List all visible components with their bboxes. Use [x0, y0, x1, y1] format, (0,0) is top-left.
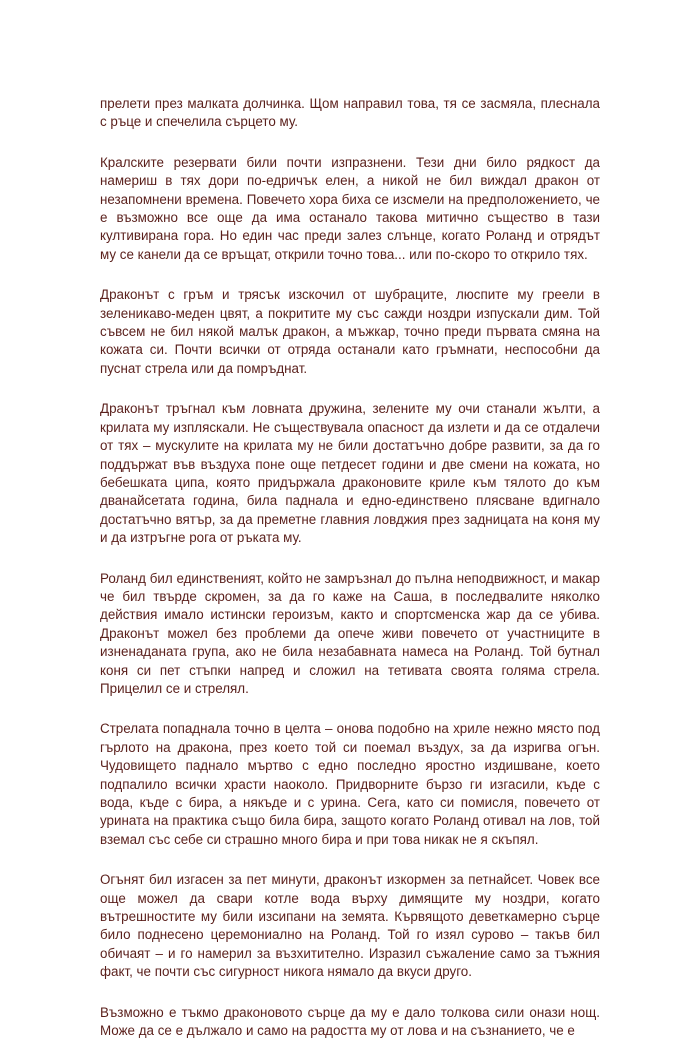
paragraph: Кралските резервати били почти изпразнени. Тези дни било рядкост да намериш в тях дори по-едричък елен, а никой не бил виждал дракон от незапомнени времена. Повечето хора биха се изсмели на предположението, че е възможно все още да има останало такова митично същество в тази култивирана гора. Но един час преди залез слънце, когато Роланд и отрядът му се канели да се връщат, открили точно това... или по-скоро то открило тях.	[100, 154, 600, 262]
paragraph: Драконът с гръм и трясък изскочил от шубраците, люспите му греели в зеленикаво-меден цвят, а покритите му със сажди ноздри изпускали дим. Той съвсем не бил някой малък дракон, а мъжкар, точно преди първата смяна на кожата си. Почти всички от отряда останали като гръмнати, неспособни да пуснат стрела или да помръднат.	[100, 287, 600, 376]
paragraph: Роланд бил единственият, който не замръзнал до пълна неподвижност, и макар че бил твърде скромен, за да го каже на Саша, в последвалите няколко действия имало истински героизъм, както и спортсменска жар да се убива. Драконът можел без проблеми да опече живи повечето от участниците в изненаданата група, ако не била незабавната намеса на Роланд. Той бутнал коня си пет стъпки напред и сложил на тетивата своята голяма стрела. Прицелил се и стрелял.	[100, 570, 600, 696]
paragraph: Драконът тръгнал към ловната дружина, зелените му очи станали жълти, а крилата му изпляскали. Не съществувала опасност да излети и да се отдалечи от тях – мускулите на крилата му не били достатъчно добре развити, за да го поддържат във въздуха поне още петдесет години и две смени на кожата, но бебешката ципа, която придържала драконовите криле към тялото до към дванайсетата година, била паднала и едно-единствено плясване вдигнало достатъчно вятър, за да преметне главния ловджия през задницата на коня му и да изтръгне рога от ръката му.	[100, 401, 600, 546]
paragraph: Огънят бил изгасен за пет минути, драконът изкормен за петнайсет. Човек все още можел да свари котле вода върху димящите му ноздри, когато вътрешностите му били изсипани на земята. Кървящото деветкамерно сърце било поднесено церемониално на Роланд. Той го изял сурово – такъв бил обичаят – и го намерил за възхитително. Изразил съжаление само за тъжния факт, че почти със сигурност никога нямало да вкуси друго.	[100, 872, 600, 980]
paragraph: Стрелата попаднала точно в целта – онова подобно на хриле нежно място под гърлото на дракона, през което той си поемал въздух, за да изригва огън. Чудовището паднало мъртво с едно последно яростно издишване, което подпалило всички храсти наоколо. Придворните бързо ги изгасили, къде с вода, къде с бира, а някъде и с урина. Сега, като си помисля, повечето от урината на практика също била бира, защото когато Роланд отивал на лов, той вземал със себе си страшно много бира и при това никак не я скъпял.	[100, 721, 600, 847]
paragraph: прелети през малката долчинка. Щом направил това, тя се засмяла, плеснала с ръце и спечелила сърцето му.	[100, 96, 600, 130]
paragraph: Възможно е тъкмо драконовото сърце да му е дало толкова сили онази нощ. Може да се е дължало и само на радостта му от лова и на съзнанието, че е	[100, 1004, 600, 1039]
